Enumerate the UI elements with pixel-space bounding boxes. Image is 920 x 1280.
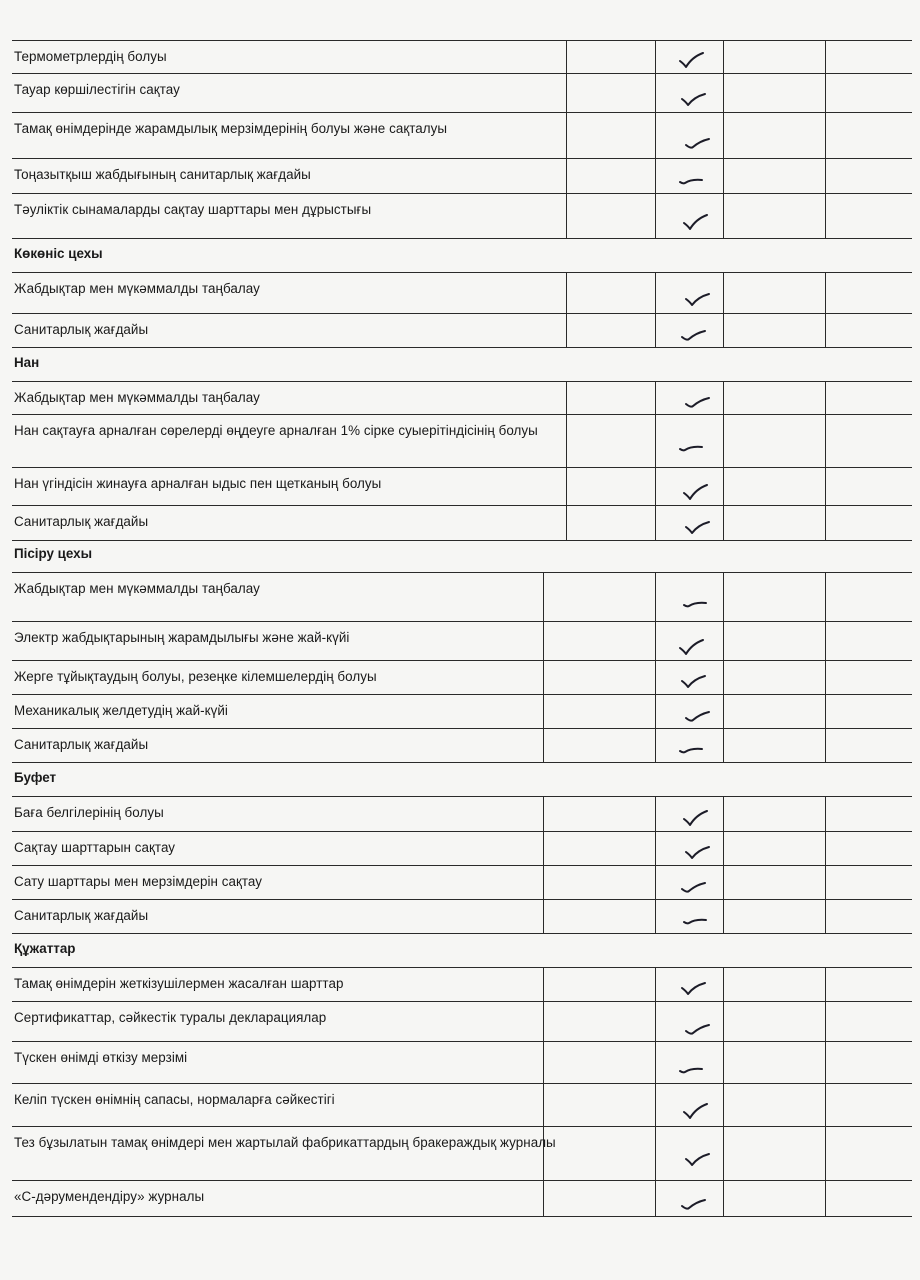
column-divider [723, 796, 724, 933]
section-title: Құжаттар [14, 941, 76, 956]
row-divider [12, 660, 912, 661]
row-label: Электр жабдықтарының жарамдылығы және жай-күйі [14, 630, 350, 645]
column-divider [825, 572, 826, 762]
row-divider [12, 796, 912, 797]
checkmark-icon [680, 672, 708, 692]
checkmark-icon [678, 438, 706, 458]
row-label: Санитарлық жағдайы [14, 908, 149, 923]
row-label: Тез бұзылатын тамақ өнімдері мен жартылай фабрикаттардың бракераждық журналы [14, 1135, 556, 1150]
row-divider [12, 1216, 912, 1217]
row-divider [12, 540, 912, 541]
section-title: Көкөніс цехы [14, 246, 103, 261]
column-divider [825, 40, 826, 238]
column-divider [825, 272, 826, 347]
row-divider [12, 238, 912, 239]
row-divider [12, 1126, 912, 1127]
row-divider [12, 967, 912, 968]
checkmark-icon [684, 518, 712, 538]
row-divider [12, 899, 912, 900]
checkmark-icon [677, 638, 705, 658]
checkmark-icon [682, 594, 710, 614]
column-divider [566, 40, 567, 238]
row-divider [12, 381, 912, 382]
checkmark-icon [681, 483, 709, 503]
row-label: Термометрлердің болуы [14, 49, 167, 64]
row-label: Сақтау шарттарын сақтау [14, 840, 176, 855]
row-divider [12, 193, 912, 194]
checkmark-icon [681, 809, 709, 829]
row-label: «С-дәрумендендіру» журналы [14, 1189, 205, 1204]
checkmark-icon [680, 90, 708, 110]
column-divider [655, 796, 656, 933]
row-label: Жабдықтар мен мүкәммалды таңбалау [14, 281, 260, 296]
row-label: Жабдықтар мен мүкәммалды таңбалау [14, 390, 260, 405]
row-divider [12, 158, 912, 159]
checkmark-icon [683, 1019, 711, 1039]
checkmark-icon [684, 843, 712, 863]
column-divider [655, 967, 656, 1216]
checkmark-icon [680, 979, 708, 999]
row-divider [12, 313, 912, 314]
row-label: Санитарлық жағдайы [14, 322, 149, 337]
row-divider [12, 831, 912, 832]
row-divider [12, 1083, 912, 1084]
row-divider [12, 1180, 912, 1181]
checkmark-icon [684, 1150, 712, 1170]
row-label: Санитарлық жағдайы [14, 737, 149, 752]
checkmark-icon [679, 1194, 707, 1214]
section-title: Нан [14, 355, 40, 370]
row-divider [12, 694, 912, 695]
row-divider [12, 40, 912, 41]
checkmark-icon [678, 1060, 706, 1080]
row-label: Санитарлық жағдайы [14, 514, 149, 529]
row-divider [12, 621, 912, 622]
row-label: Баға белгілерінің болуы [14, 805, 164, 820]
column-divider [543, 796, 544, 933]
row-label: Түскен өнімді өткізу мерзімі [14, 1050, 188, 1065]
checkmark-icon [683, 392, 711, 412]
column-divider [723, 272, 724, 347]
row-label: Механикалық желдетудің жай-күйі [14, 703, 228, 718]
row-label: Нан сақтауға арналған сөрелерді өңдеуге арналған 1% сірке суыерітіндісінің болуы [14, 423, 538, 438]
column-divider [825, 796, 826, 933]
row-divider [12, 865, 912, 866]
row-label: Тоңазытқыш жабдығының санитарлық жағдайы [14, 167, 311, 182]
section-title: Буфет [14, 770, 57, 785]
row-divider [12, 933, 912, 934]
column-divider [543, 572, 544, 762]
row-divider [12, 572, 912, 573]
checkmark-icon [681, 1102, 709, 1122]
column-divider [723, 967, 724, 1216]
section-title: Пісіру цехы [14, 546, 93, 561]
column-divider [723, 381, 724, 540]
row-label: Сату шарттары мен мерзімдерін сақтау [14, 874, 262, 889]
checkmark-icon [681, 213, 709, 233]
checkmark-icon [683, 706, 711, 726]
row-label: Жабдықтар мен мүкәммалды таңбалау [14, 581, 260, 596]
column-divider [723, 572, 724, 762]
checkmark-icon [684, 290, 712, 310]
column-divider [655, 572, 656, 762]
row-label: Нан үгіндісін жинауға арналған ыдыс пен щетканың болуы [14, 476, 382, 491]
row-label: Тәуліктік сынамаларды сақтау шарттары мен дұрыстығы [14, 202, 372, 217]
column-divider [723, 40, 724, 238]
checkmark-icon [677, 51, 705, 71]
row-divider [12, 272, 912, 273]
row-label: Тамақ өнімдерін жеткізушілермен жасалған шарттар [14, 976, 344, 991]
checkmark-icon [678, 740, 706, 760]
row-label: Келіп түскен өнімнің сапасы, нормаларға сәйкестігі [14, 1092, 335, 1107]
checkmark-icon [682, 911, 710, 931]
column-divider [655, 381, 656, 540]
checkmark-icon [678, 171, 706, 191]
row-label: Тамақ өнімдерінде жарамдылық мерзімдерінің болуы және сақталуы [14, 121, 448, 136]
row-divider [12, 414, 912, 415]
row-divider [12, 112, 912, 113]
checkmark-icon [683, 133, 711, 153]
row-divider [12, 1041, 912, 1042]
column-divider [825, 381, 826, 540]
row-label: Жерге тұйықтаудың болуы, резеңке кілемшелердің болуы [14, 669, 377, 684]
column-divider [825, 967, 826, 1216]
row-divider [12, 1001, 912, 1002]
row-divider [12, 467, 912, 468]
column-divider [566, 272, 567, 347]
column-divider [655, 40, 656, 238]
column-divider [566, 381, 567, 540]
row-label: Тауар көршілестігін сақтау [14, 82, 180, 97]
row-divider [12, 347, 912, 348]
row-divider [12, 505, 912, 506]
row-divider [12, 762, 912, 763]
row-divider [12, 73, 912, 74]
row-divider [12, 728, 912, 729]
checkmark-icon [679, 325, 707, 345]
column-divider [543, 967, 544, 1216]
checkmark-icon [679, 877, 707, 897]
row-label: Сертификаттар, сәйкестік туралы декларациялар [14, 1010, 327, 1025]
column-divider [655, 272, 656, 347]
